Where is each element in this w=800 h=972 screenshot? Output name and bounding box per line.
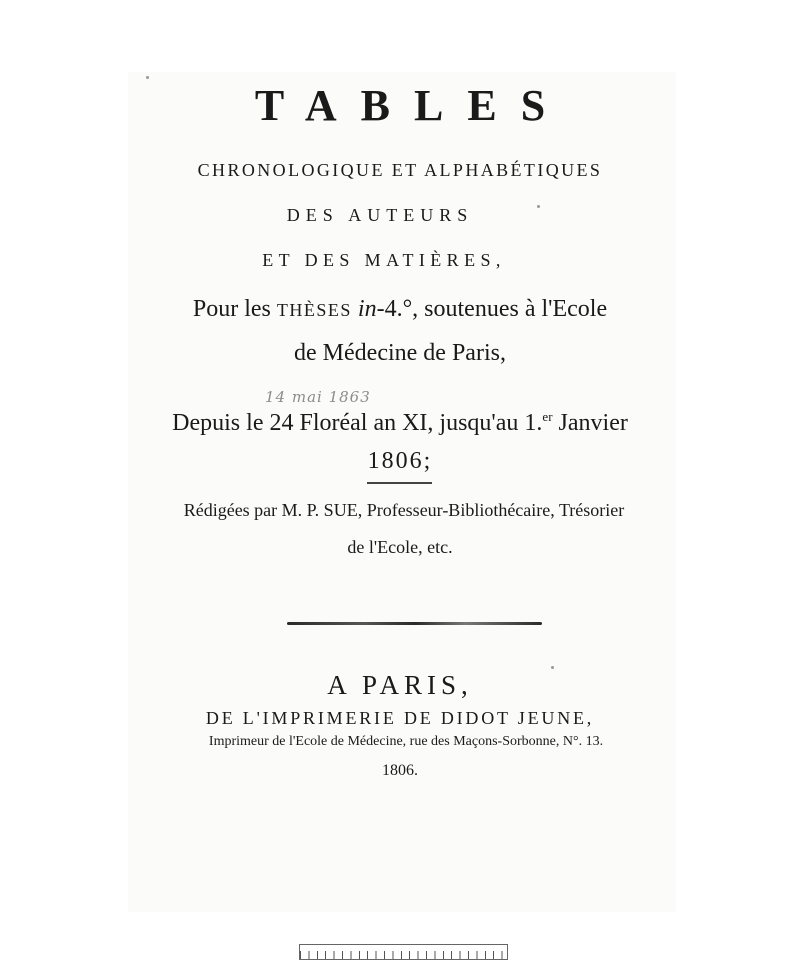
subtitle-auteurs: DES AUTEURS bbox=[286, 205, 474, 225]
decorative-rule bbox=[287, 622, 542, 625]
theses-line-suffix: -4.°, soutenues à l'Ecole bbox=[376, 296, 608, 322]
subtitle-chronologique: CHRONOLOGIQUE ET ALPHABÉTIQUES bbox=[197, 160, 603, 180]
theses-line-prefix: Pour les bbox=[192, 296, 277, 322]
date-range-line bbox=[0, 410, 800, 437]
date-range-sup: er bbox=[542, 409, 553, 424]
imprint-city: A PARIS, bbox=[327, 670, 473, 700]
scan-speck bbox=[537, 205, 540, 208]
title-page bbox=[128, 72, 676, 912]
scan-speck bbox=[146, 76, 149, 79]
medicine-line: de Médecine de Paris, bbox=[294, 340, 506, 366]
date-range-part2: Janvier bbox=[552, 410, 628, 436]
theses-word: THÈSES bbox=[276, 300, 352, 320]
author-line-continued: de l'Ecole, etc. bbox=[347, 537, 453, 557]
format-in: in bbox=[357, 296, 377, 322]
imprint-year: 1806. bbox=[382, 762, 418, 779]
handwritten-date-note: 14 mai 1863 bbox=[265, 388, 371, 406]
scan-speck bbox=[551, 666, 554, 669]
year-underline bbox=[367, 482, 432, 484]
date-range-part1: Depuis le 24 Floréal an XI, jusqu'au 1. bbox=[172, 410, 543, 436]
theses-line bbox=[0, 296, 800, 323]
author-line: Rédigées par M. P. SUE, Professeur-Bibliothécaire, Trésorier bbox=[183, 500, 625, 520]
scale-ruler bbox=[299, 944, 508, 960]
page-title: TABLES bbox=[254, 81, 570, 130]
imprint-address: Imprimeur de l'Ecole de Médecine, rue des Maçons-Sorbonne, N°. 13. bbox=[208, 734, 604, 749]
subtitle-matieres: ET DES MATIÈRES, bbox=[262, 250, 506, 270]
imprint-printer: DE L'IMPRIMERIE DE DIDOT JEUNE, bbox=[205, 708, 595, 728]
date-range-year: 1806; bbox=[367, 448, 433, 474]
